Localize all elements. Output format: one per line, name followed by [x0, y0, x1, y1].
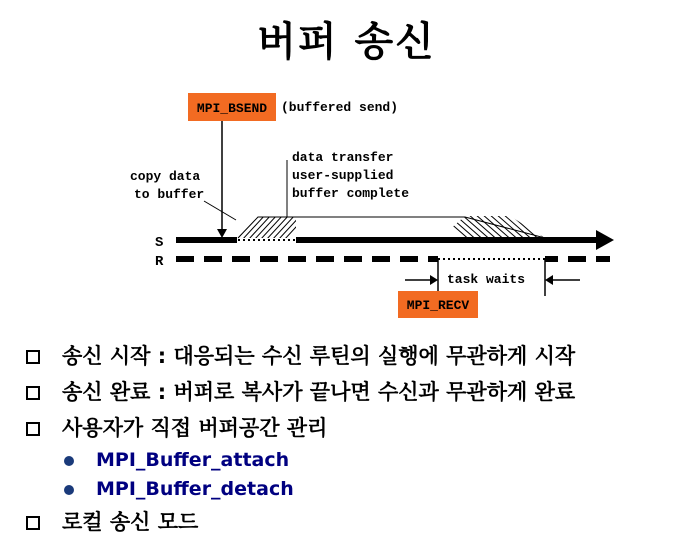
bullet-list — [20, 338, 690, 540]
copy-hatch — [230, 214, 308, 240]
bullet-text: 송신 시작 : 대응되는 수신 루틴의 실행에 무관하게 시작 — [62, 344, 576, 368]
checkbox-bullet-icon — [26, 386, 40, 400]
transfer-line1: data transfer — [292, 150, 394, 165]
mpi-recv-label: MPI_RECV — [406, 298, 470, 313]
sub-list-item — [20, 475, 690, 504]
bullet-text: 로컬 송신 모드 — [62, 510, 199, 534]
transfer-line3: buffer complete — [292, 186, 410, 201]
bullet-text: 사용자가 직접 버퍼공간 관리 — [62, 416, 328, 440]
checkbox-bullet-icon — [26, 422, 40, 436]
sub-bullet-text: MPI_Buffer_detach — [96, 478, 294, 500]
task-waits-label: task waits — [447, 272, 526, 287]
mpi-bsend-note: (buffered send) — [281, 100, 399, 115]
wait-right-arrowhead — [545, 275, 553, 285]
checkbox-bullet-icon — [26, 350, 40, 364]
mpi-bsend-label: MPI_BSEND — [196, 101, 268, 116]
receiver-label: R — [155, 254, 164, 270]
dot-bullet-icon — [64, 456, 74, 466]
bsend-arrowhead — [217, 229, 227, 238]
page-title: 버퍼 송신 — [257, 19, 436, 65]
list-item — [20, 374, 690, 410]
checkbox-bullet-icon — [26, 516, 40, 530]
sub-bullet-text: MPI_Buffer_attach — [96, 449, 290, 471]
sender-arrowhead — [596, 230, 614, 250]
bullet-text: 송신 완료 : 버퍼로 복사가 끝나면 수신과 무관하게 완료 — [62, 380, 576, 404]
copy-data-line1: copy data — [130, 169, 201, 184]
copy-data-pointer — [204, 201, 236, 220]
list-item — [20, 338, 690, 374]
copy-data-line2: to buffer — [134, 187, 205, 202]
sender-label: S — [155, 235, 164, 251]
transfer-line2: user-supplied — [292, 168, 394, 183]
list-item — [20, 410, 690, 446]
dot-bullet-icon — [64, 485, 74, 495]
sub-list-item — [20, 446, 690, 475]
list-item — [20, 504, 690, 540]
wait-left-arrowhead — [430, 275, 438, 285]
